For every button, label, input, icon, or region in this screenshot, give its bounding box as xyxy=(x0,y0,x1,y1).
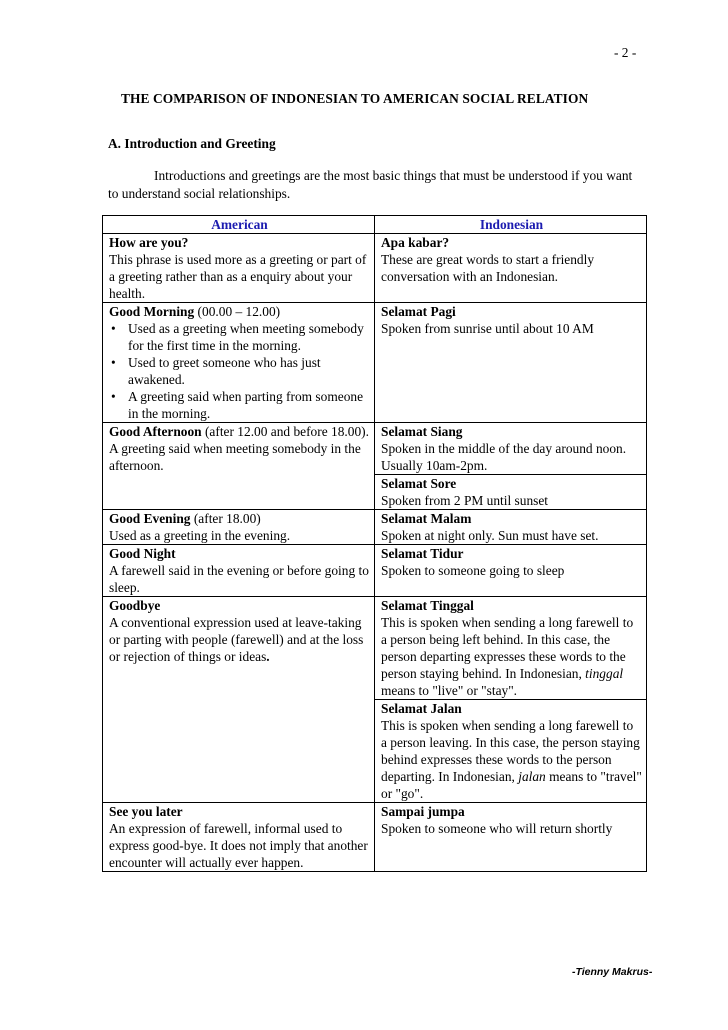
american-term: Good Night xyxy=(109,546,176,561)
indonesian-description: Spoken to someone going to sleep xyxy=(381,563,565,578)
indonesian-term: Selamat Siang xyxy=(381,424,463,439)
table-row xyxy=(103,510,647,545)
indonesian-cell xyxy=(375,597,647,700)
american-cell xyxy=(103,597,375,803)
description-text: This is spoken when sending a long farewell to a person being left behind. In this case, the person departing expresses these words to the person staying behind. In Indonesian, xyxy=(381,615,634,681)
indonesian-description xyxy=(381,717,642,802)
indonesian-word: tinggal xyxy=(585,666,624,681)
indonesian-term: Selamat Pagi xyxy=(381,304,456,319)
american-cell xyxy=(103,303,375,423)
greeting-comparison-table xyxy=(102,215,647,872)
american-description-line xyxy=(109,614,370,665)
indonesian-word: jalan xyxy=(518,769,546,784)
bullet-text: Used as a greeting when meeting somebody for the first time in the morning. xyxy=(128,321,364,353)
list-item xyxy=(109,388,370,422)
indonesian-description: Spoken from sunrise until about 10 AM xyxy=(381,321,594,336)
table-row xyxy=(103,234,647,303)
indonesian-term: Selamat Tinggal xyxy=(381,598,474,613)
american-term: Good Afternoon xyxy=(109,424,202,439)
indonesian-column-header: Indonesian xyxy=(375,216,647,234)
american-cell xyxy=(103,510,375,545)
american-bullet-list xyxy=(109,320,370,422)
table-header-row xyxy=(103,216,647,234)
american-term-line xyxy=(109,510,370,527)
american-cell xyxy=(103,423,375,510)
list-item xyxy=(109,354,370,388)
section-heading: A. Introduction and Greeting xyxy=(108,136,276,151)
indonesian-term: Apa kabar? xyxy=(381,235,450,250)
indonesian-cell xyxy=(375,545,647,597)
american-description-period: . xyxy=(266,649,270,664)
indonesian-cell xyxy=(375,510,647,545)
indonesian-term: Selamat Malam xyxy=(381,511,472,526)
document-title: THE COMPARISON OF INDONESIAN TO AMERICAN SOCIAL RELATION xyxy=(121,91,589,106)
table-row xyxy=(103,303,647,423)
indonesian-description: Spoken at night only. Sun must have set. xyxy=(381,528,599,543)
american-term: Good Morning xyxy=(109,304,195,319)
description-text: means to "travel" or "go". xyxy=(381,769,642,801)
table-row xyxy=(103,423,647,475)
indonesian-description: Spoken in the middle of the day around noon. Usually 10am-2pm. xyxy=(381,441,627,473)
list-item xyxy=(109,320,370,354)
indonesian-description: These are great words to start a friendly conversation with an Indonesian. xyxy=(381,252,595,284)
page-number: - 2 - xyxy=(614,45,637,60)
bullet-icon: • xyxy=(111,321,116,336)
american-cell xyxy=(103,545,375,597)
description-text: This is spoken when sending a long farewell to a person leaving. In this case, the person staying behind expresses these words to the person departing. In Indonesian, xyxy=(381,718,640,784)
intro-paragraph: Introductions and greetings are the most basic things that must be understood if you want to understand social relationships. xyxy=(108,168,633,201)
american-description: This phrase is used more as a greeting or part of a greeting rather than as a enquiry about your health. xyxy=(109,252,367,301)
table-row xyxy=(103,545,647,597)
american-cell xyxy=(103,234,375,303)
table-row xyxy=(103,597,647,700)
american-term: See you later xyxy=(109,804,183,819)
indonesian-cell xyxy=(375,303,647,423)
american-term: How are you? xyxy=(109,235,189,250)
american-term-line xyxy=(109,303,370,320)
american-time-range: (00.00 – 12.00) xyxy=(194,304,281,319)
bullet-icon: • xyxy=(111,389,116,404)
indonesian-term: Selamat Tidur xyxy=(381,546,464,561)
american-time-range: (after 18.00) xyxy=(190,511,261,526)
indonesian-term: Sampai jumpa xyxy=(381,804,465,819)
indonesian-description: Spoken to someone who will return shortly xyxy=(381,821,613,836)
description-text: means to "live" or "stay". xyxy=(381,683,518,698)
indonesian-cell xyxy=(375,475,647,510)
footer-author: -Tienny Makrus- xyxy=(572,966,653,978)
american-cell xyxy=(103,803,375,872)
american-entry xyxy=(109,423,370,474)
american-description: A farewell said in the evening or before going to sleep. xyxy=(109,563,369,595)
table-row xyxy=(103,803,647,872)
indonesian-cell xyxy=(375,803,647,872)
bullet-icon: • xyxy=(111,355,116,370)
american-term: Good Evening xyxy=(109,511,191,526)
american-term: Goodbye xyxy=(109,598,161,613)
american-description: (after 12.00 and before 18.00). A greeting said when meeting somebody in the afternoon. xyxy=(109,424,369,473)
bullet-text: A greeting said when parting from someone in the morning. xyxy=(128,389,364,421)
american-description: An expression of farewell, informal used to express good-bye. It does not imply that another encounter will actually ever happen. xyxy=(109,821,368,870)
american-description: A conventional expression used at leave-taking or parting with people (farewell) and at the loss or rejection of things or ideas xyxy=(109,615,364,664)
indonesian-description: Spoken from 2 PM until sunset xyxy=(381,493,549,508)
indonesian-description xyxy=(381,614,642,699)
indonesian-cell xyxy=(375,700,647,803)
bullet-text: Used to greet someone who has just awakened. xyxy=(128,355,321,387)
indonesian-term: Selamat Jalan xyxy=(381,701,462,716)
american-description: Used as a greeting in the evening. xyxy=(109,528,291,543)
indonesian-term: Selamat Sore xyxy=(381,476,457,491)
indonesian-cell xyxy=(375,234,647,303)
american-column-header: American xyxy=(103,216,375,234)
indonesian-cell xyxy=(375,423,647,475)
